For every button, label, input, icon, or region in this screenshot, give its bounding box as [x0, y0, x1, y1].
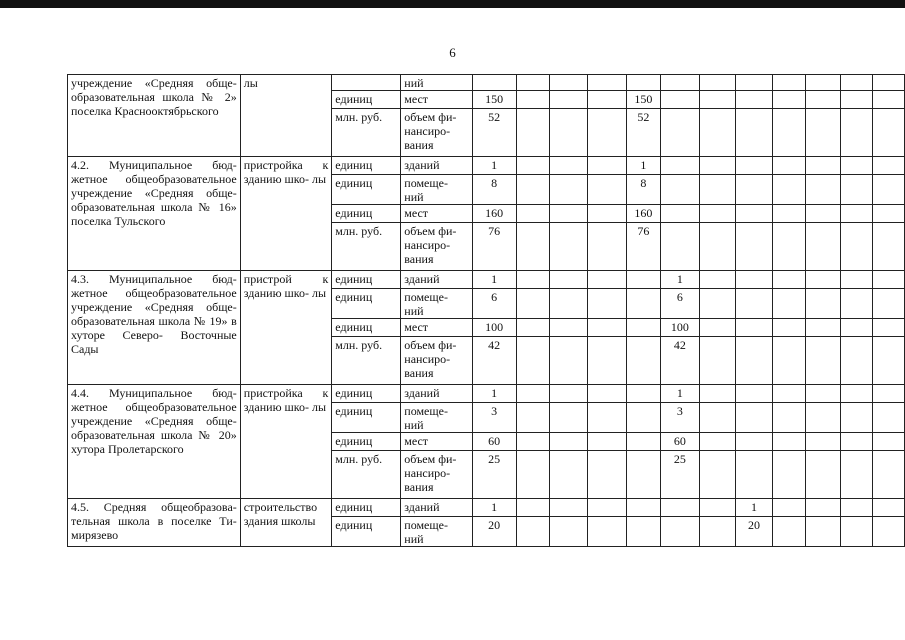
object-name-cell: 4.5. Средняя общеобразова- тельная школа в поселке Ти- мирязево: [68, 499, 241, 547]
year-value-cell: [627, 451, 661, 499]
indicator-cell: мест: [401, 91, 472, 109]
year-value-cell: [806, 451, 841, 499]
year-value-cell: [516, 91, 549, 109]
year-value-cell: [660, 91, 699, 109]
year-value-cell: [627, 499, 661, 517]
year-value-cell: [735, 403, 772, 433]
year-value-cell: [588, 205, 627, 223]
unit-cell: единиц: [332, 433, 401, 451]
year-value-cell: [549, 157, 588, 175]
year-value-cell: [840, 175, 872, 205]
year-value-cell: [872, 223, 904, 271]
year-value-cell: [549, 223, 588, 271]
year-value-cell: [840, 403, 872, 433]
year-value-cell: [773, 403, 806, 433]
year-value-cell: [872, 205, 904, 223]
unit-cell: млн. руб.: [332, 337, 401, 385]
total-value-cell: 25: [472, 451, 516, 499]
year-value-cell: [735, 175, 772, 205]
year-value-cell: [840, 109, 872, 157]
year-value-cell: [627, 271, 661, 289]
indicator-cell: мест: [401, 205, 472, 223]
year-value-cell: [700, 175, 736, 205]
object-name-cell: учреждение «Средняя обще- образовательная школа № 2» поселка Краснооктябрьского: [68, 75, 241, 157]
year-value-cell: [735, 109, 772, 157]
year-value-cell: [872, 433, 904, 451]
year-value-cell: [806, 75, 841, 91]
year-value-cell: 76: [627, 223, 661, 271]
year-value-cell: [700, 75, 736, 91]
year-value-cell: [773, 337, 806, 385]
total-value-cell: 6: [472, 289, 516, 319]
year-value-cell: [516, 319, 549, 337]
year-value-cell: [840, 433, 872, 451]
year-value-cell: [840, 289, 872, 319]
unit-cell: [332, 75, 401, 91]
indicator-cell: объем фи- нансиро- вания: [401, 109, 472, 157]
year-value-cell: [773, 433, 806, 451]
year-value-cell: [660, 223, 699, 271]
year-value-cell: [773, 319, 806, 337]
year-value-cell: [840, 157, 872, 175]
year-value-cell: [660, 205, 699, 223]
unit-cell: единиц: [332, 289, 401, 319]
year-value-cell: [588, 517, 627, 547]
table-row: [68, 271, 905, 289]
year-value-cell: [516, 289, 549, 319]
year-value-cell: [660, 175, 699, 205]
object-name-cell: 4.2. Муниципальное бюд- жетное общеобразовательное учреждение «Средняя обще- образовательная школа № 16» поселка Тульского: [68, 157, 241, 271]
year-value-cell: [872, 175, 904, 205]
year-value-cell: [588, 337, 627, 385]
indicator-cell: зданий: [401, 157, 472, 175]
work-type-cell: пристрой к зданию шко- лы: [240, 271, 332, 385]
year-value-cell: [872, 271, 904, 289]
year-value-cell: [735, 157, 772, 175]
year-value-cell: [588, 451, 627, 499]
year-value-cell: 3: [660, 403, 699, 433]
year-value-cell: [549, 109, 588, 157]
year-value-cell: [840, 91, 872, 109]
year-value-cell: [549, 175, 588, 205]
unit-cell: млн. руб.: [332, 451, 401, 499]
total-value-cell: 150: [472, 91, 516, 109]
indicator-cell: помеще- ний: [401, 403, 472, 433]
year-value-cell: [660, 517, 699, 547]
year-value-cell: [735, 91, 772, 109]
year-value-cell: [700, 271, 736, 289]
year-value-cell: [872, 109, 904, 157]
year-value-cell: [700, 517, 736, 547]
year-value-cell: [773, 175, 806, 205]
year-value-cell: [700, 289, 736, 319]
year-value-cell: [735, 433, 772, 451]
year-value-cell: [735, 75, 772, 91]
year-value-cell: [588, 499, 627, 517]
year-value-cell: [549, 91, 588, 109]
table-row: [68, 499, 905, 517]
year-value-cell: [806, 403, 841, 433]
year-value-cell: [700, 223, 736, 271]
year-value-cell: [806, 517, 841, 547]
year-value-cell: [773, 75, 806, 91]
unit-cell: единиц: [332, 403, 401, 433]
unit-cell: единиц: [332, 157, 401, 175]
year-value-cell: [735, 205, 772, 223]
year-value-cell: [806, 205, 841, 223]
indicator-cell: помеще- ний: [401, 175, 472, 205]
year-value-cell: [627, 337, 661, 385]
year-value-cell: 52: [627, 109, 661, 157]
year-value-cell: [806, 223, 841, 271]
year-value-cell: [627, 319, 661, 337]
total-value-cell: 1: [472, 385, 516, 403]
year-value-cell: [588, 91, 627, 109]
work-type-cell: лы: [240, 75, 332, 157]
year-value-cell: [773, 109, 806, 157]
year-value-cell: [700, 499, 736, 517]
unit-cell: единиц: [332, 91, 401, 109]
year-value-cell: [773, 385, 806, 403]
year-value-cell: [700, 403, 736, 433]
year-value-cell: [588, 75, 627, 91]
year-value-cell: [806, 175, 841, 205]
year-value-cell: [773, 157, 806, 175]
year-value-cell: [872, 319, 904, 337]
year-value-cell: [588, 109, 627, 157]
year-value-cell: [516, 205, 549, 223]
year-value-cell: [549, 451, 588, 499]
year-value-cell: [806, 157, 841, 175]
total-value-cell: 1: [472, 157, 516, 175]
table-row: [68, 385, 905, 403]
year-value-cell: [840, 385, 872, 403]
year-value-cell: [700, 433, 736, 451]
year-value-cell: [660, 499, 699, 517]
year-value-cell: [660, 109, 699, 157]
year-value-cell: [516, 499, 549, 517]
unit-cell: единиц: [332, 205, 401, 223]
year-value-cell: [735, 337, 772, 385]
year-value-cell: [806, 109, 841, 157]
year-value-cell: [773, 205, 806, 223]
total-value-cell: [472, 75, 516, 91]
year-value-cell: [872, 157, 904, 175]
year-value-cell: 60: [660, 433, 699, 451]
year-value-cell: [872, 403, 904, 433]
year-value-cell: [806, 271, 841, 289]
year-value-cell: [700, 385, 736, 403]
total-value-cell: 20: [472, 517, 516, 547]
year-value-cell: 8: [627, 175, 661, 205]
indicator-cell: объем фи- нансиро- вания: [401, 337, 472, 385]
year-value-cell: 20: [735, 517, 772, 547]
year-value-cell: [516, 223, 549, 271]
year-value-cell: 42: [660, 337, 699, 385]
year-value-cell: [588, 271, 627, 289]
year-value-cell: [806, 289, 841, 319]
indicator-cell: объем фи- нансиро- вания: [401, 223, 472, 271]
year-value-cell: [588, 157, 627, 175]
year-value-cell: [806, 499, 841, 517]
indicator-cell: зданий: [401, 271, 472, 289]
year-value-cell: [549, 403, 588, 433]
year-value-cell: [627, 75, 661, 91]
year-value-cell: [700, 91, 736, 109]
unit-cell: единиц: [332, 319, 401, 337]
year-value-cell: [840, 517, 872, 547]
year-value-cell: [549, 289, 588, 319]
indicator-cell: помеще- ний: [401, 517, 472, 547]
year-value-cell: 160: [627, 205, 661, 223]
year-value-cell: [773, 223, 806, 271]
year-value-cell: 100: [660, 319, 699, 337]
year-value-cell: [516, 157, 549, 175]
work-type-cell: пристройка к зданию шко- лы: [240, 385, 332, 499]
year-value-cell: [806, 337, 841, 385]
year-value-cell: [735, 289, 772, 319]
year-value-cell: [627, 433, 661, 451]
year-value-cell: [627, 403, 661, 433]
year-value-cell: 1: [627, 157, 661, 175]
year-value-cell: [549, 75, 588, 91]
year-value-cell: [549, 319, 588, 337]
year-value-cell: [516, 175, 549, 205]
table-row: [68, 75, 905, 91]
year-value-cell: [872, 289, 904, 319]
unit-cell: единиц: [332, 499, 401, 517]
year-value-cell: [700, 451, 736, 499]
indicator-cell: зданий: [401, 499, 472, 517]
year-value-cell: [700, 109, 736, 157]
year-value-cell: [549, 433, 588, 451]
year-value-cell: [516, 75, 549, 91]
indicator-cell: ний: [401, 75, 472, 91]
indicator-cell: объем фи- нансиро- вания: [401, 451, 472, 499]
total-value-cell: 52: [472, 109, 516, 157]
year-value-cell: 1: [735, 499, 772, 517]
year-value-cell: [516, 433, 549, 451]
year-value-cell: [516, 337, 549, 385]
year-value-cell: [806, 385, 841, 403]
year-value-cell: [840, 337, 872, 385]
year-value-cell: [872, 337, 904, 385]
year-value-cell: [588, 403, 627, 433]
total-value-cell: 160: [472, 205, 516, 223]
year-value-cell: [872, 499, 904, 517]
table-row: [68, 157, 905, 175]
year-value-cell: [549, 517, 588, 547]
year-value-cell: [516, 517, 549, 547]
unit-cell: единиц: [332, 271, 401, 289]
year-value-cell: [627, 517, 661, 547]
year-value-cell: [872, 75, 904, 91]
year-value-cell: [773, 499, 806, 517]
indicator-cell: мест: [401, 319, 472, 337]
year-value-cell: [840, 271, 872, 289]
total-value-cell: 100: [472, 319, 516, 337]
year-value-cell: [516, 385, 549, 403]
unit-cell: единиц: [332, 175, 401, 205]
object-name-cell: 4.4. Муниципальное бюд- жетное общеобразовательное учреждение «Средняя обще- образовательная школа № 20» хутора Пролетарского: [68, 385, 241, 499]
total-value-cell: 60: [472, 433, 516, 451]
year-value-cell: [806, 91, 841, 109]
indicator-cell: мест: [401, 433, 472, 451]
year-value-cell: [549, 499, 588, 517]
year-value-cell: [660, 157, 699, 175]
year-value-cell: [700, 205, 736, 223]
year-value-cell: [872, 91, 904, 109]
year-value-cell: [549, 205, 588, 223]
year-value-cell: [773, 271, 806, 289]
unit-cell: единиц: [332, 385, 401, 403]
year-value-cell: [549, 271, 588, 289]
year-value-cell: [735, 223, 772, 271]
year-value-cell: [627, 385, 661, 403]
year-value-cell: [735, 451, 772, 499]
year-value-cell: [840, 319, 872, 337]
total-value-cell: 1: [472, 499, 516, 517]
year-value-cell: [773, 517, 806, 547]
total-value-cell: 1: [472, 271, 516, 289]
year-value-cell: [773, 451, 806, 499]
work-type-cell: пристройка к зданию шко- лы: [240, 157, 332, 271]
year-value-cell: [806, 433, 841, 451]
year-value-cell: [516, 271, 549, 289]
year-value-cell: [588, 319, 627, 337]
work-type-cell: строительство здания школы: [240, 499, 332, 547]
year-value-cell: [549, 385, 588, 403]
year-value-cell: [588, 433, 627, 451]
year-value-cell: [700, 319, 736, 337]
year-value-cell: [773, 289, 806, 319]
year-value-cell: [840, 451, 872, 499]
year-value-cell: [735, 319, 772, 337]
year-value-cell: [700, 337, 736, 385]
year-value-cell: 1: [660, 271, 699, 289]
year-value-cell: [516, 109, 549, 157]
total-value-cell: 3: [472, 403, 516, 433]
year-value-cell: [840, 205, 872, 223]
year-value-cell: [773, 91, 806, 109]
year-value-cell: [735, 271, 772, 289]
year-value-cell: [516, 451, 549, 499]
year-value-cell: 25: [660, 451, 699, 499]
year-value-cell: [588, 223, 627, 271]
year-value-cell: [840, 75, 872, 91]
indicator-cell: помеще- ний: [401, 289, 472, 319]
year-value-cell: [872, 451, 904, 499]
year-value-cell: [588, 175, 627, 205]
unit-cell: единиц: [332, 517, 401, 547]
year-value-cell: 1: [660, 385, 699, 403]
total-value-cell: 76: [472, 223, 516, 271]
total-value-cell: 8: [472, 175, 516, 205]
unit-cell: млн. руб.: [332, 109, 401, 157]
year-value-cell: 150: [627, 91, 661, 109]
unit-cell: млн. руб.: [332, 223, 401, 271]
year-value-cell: [549, 337, 588, 385]
total-value-cell: 42: [472, 337, 516, 385]
year-value-cell: [840, 223, 872, 271]
indicator-cell: зданий: [401, 385, 472, 403]
page-number: 6: [449, 45, 456, 60]
program-table: [67, 74, 905, 547]
year-value-cell: [516, 403, 549, 433]
object-name-cell: 4.3. Муниципальное бюд- жетное общеобразовательное учреждение «Средняя обще- образовательная школа № 19» в хуторе Северо- Восточные Сады: [68, 271, 241, 385]
scan-top-border: [0, 0, 905, 8]
year-value-cell: [840, 499, 872, 517]
year-value-cell: [660, 75, 699, 91]
year-value-cell: 6: [660, 289, 699, 319]
year-value-cell: [872, 517, 904, 547]
year-value-cell: [588, 289, 627, 319]
year-value-cell: [588, 385, 627, 403]
year-value-cell: [627, 289, 661, 319]
year-value-cell: [700, 157, 736, 175]
year-value-cell: [872, 385, 904, 403]
year-value-cell: [806, 319, 841, 337]
year-value-cell: [735, 385, 772, 403]
